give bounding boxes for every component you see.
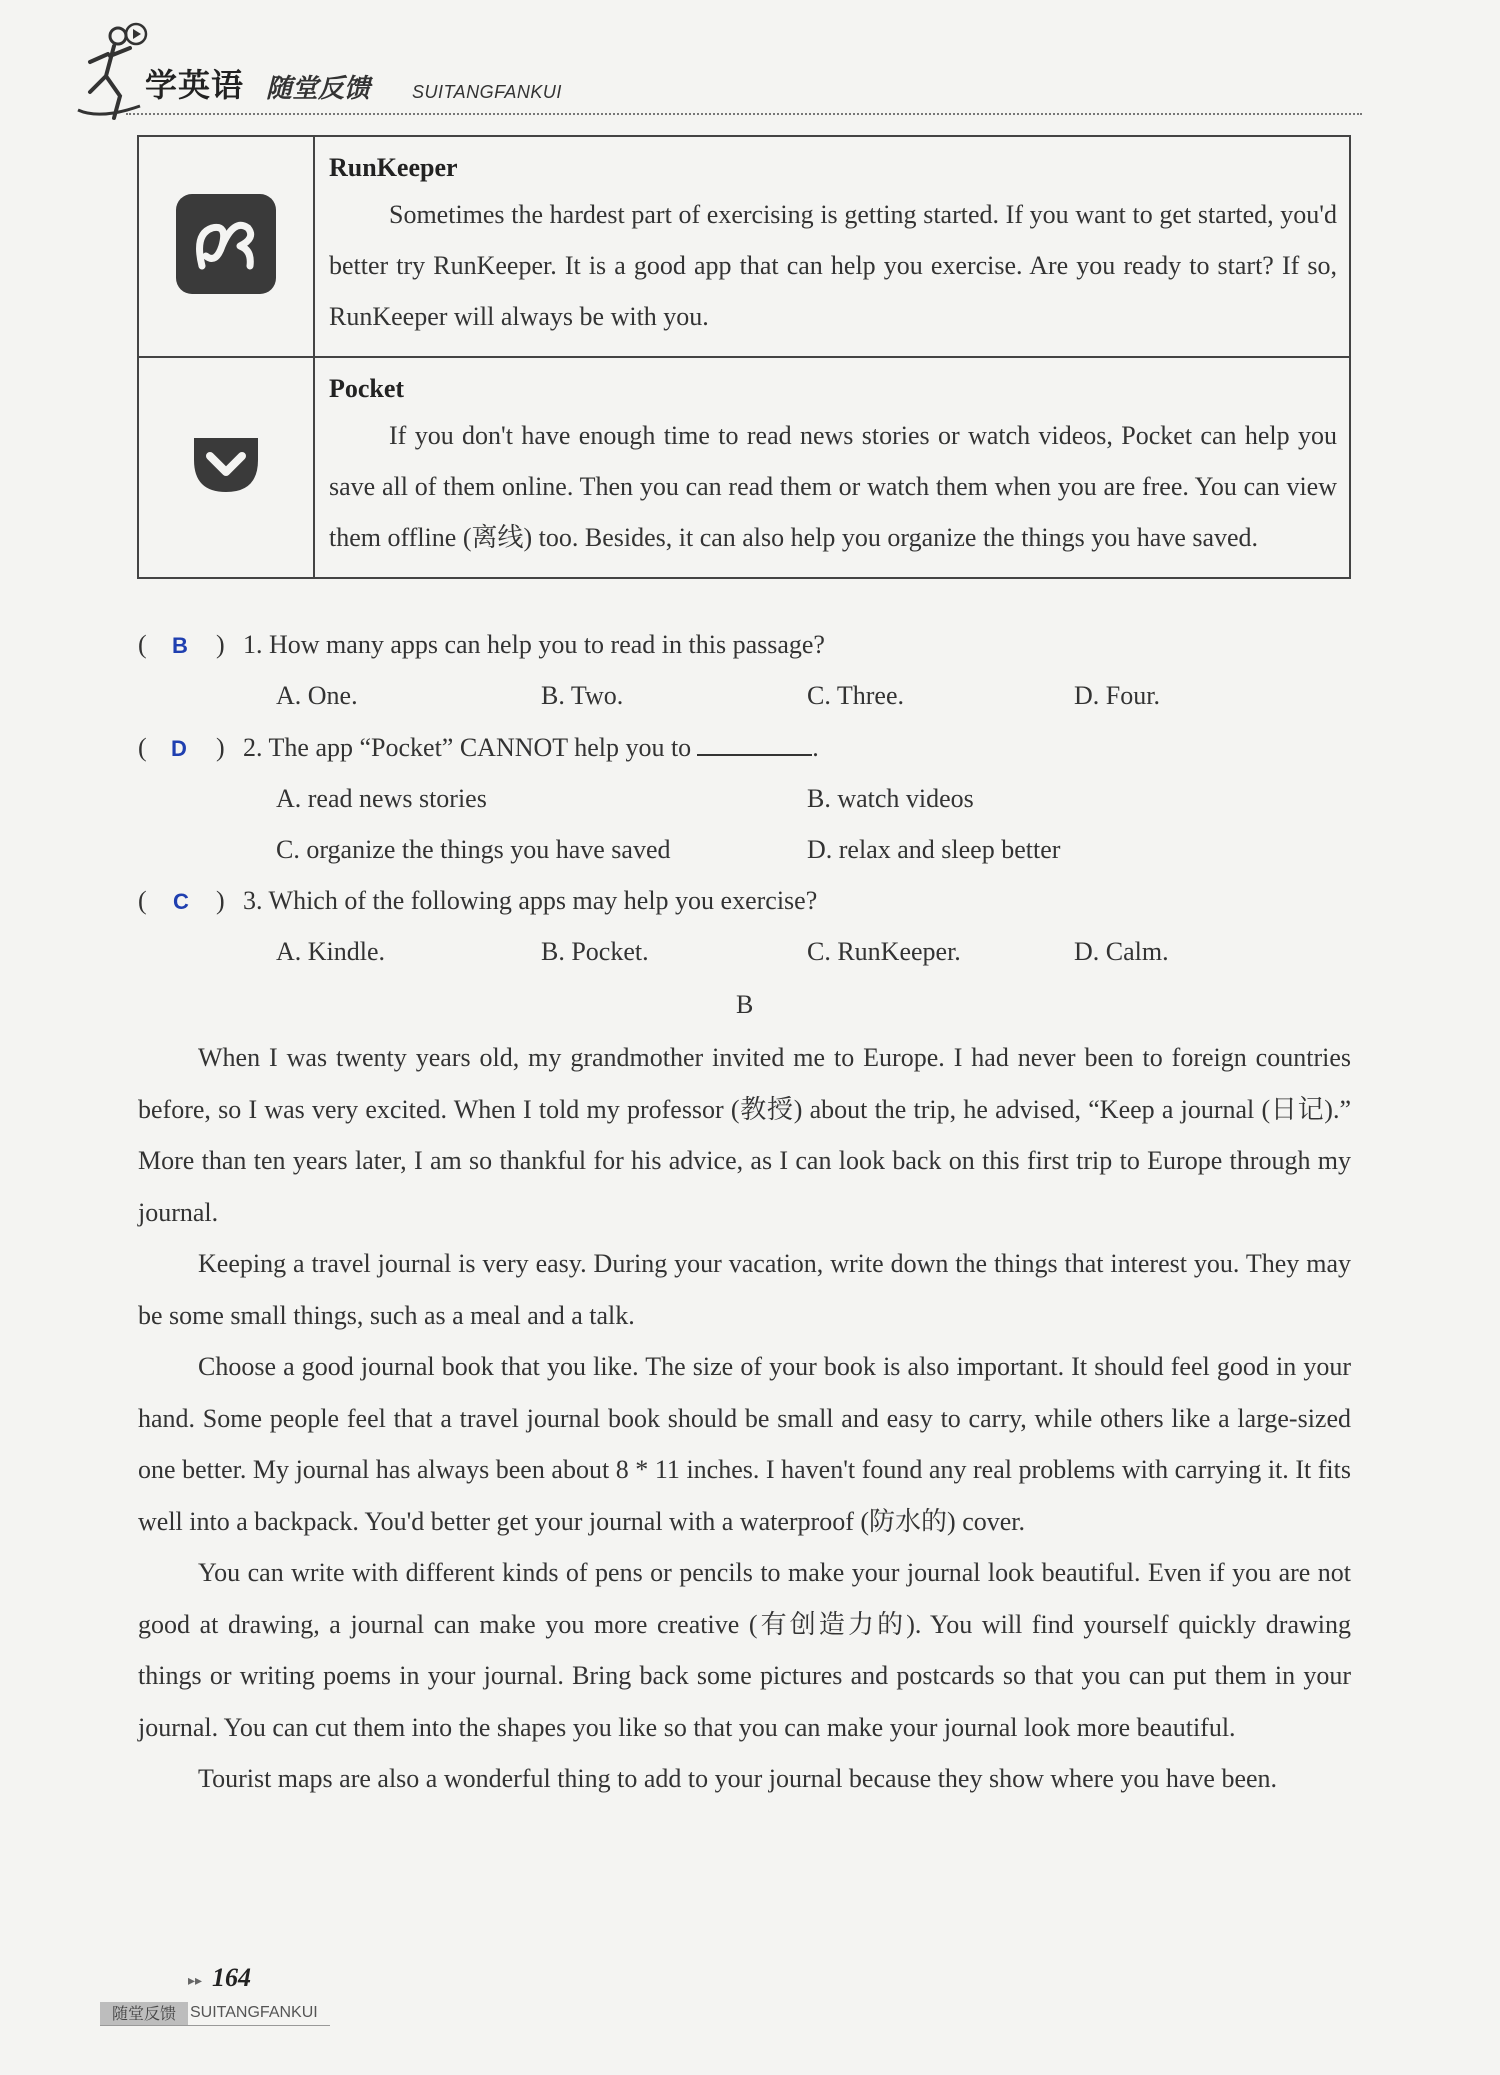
page-number: 164 bbox=[212, 1963, 251, 1992]
answer-mark: B bbox=[172, 633, 188, 658]
app-text-cell bbox=[314, 357, 1350, 578]
option-a: A. One. bbox=[276, 681, 358, 710]
question-suffix: . bbox=[812, 733, 819, 762]
app-name: RunKeeper bbox=[329, 153, 458, 182]
question-text: 3. Which of the following apps may help you exercise? bbox=[243, 886, 818, 915]
app-text-cell bbox=[314, 136, 1350, 357]
runkeeper-icon bbox=[176, 194, 276, 299]
answer-paren-open: ( bbox=[138, 630, 147, 659]
answer-paren-close: ) bbox=[216, 886, 225, 915]
answer-paren-open: ( bbox=[138, 733, 147, 762]
header-subtitle: 随堂反馈 bbox=[266, 74, 371, 104]
answer-paren-close: ) bbox=[216, 733, 225, 762]
question-text: 2. The app “Pocket” CANNOT help you to bbox=[243, 733, 692, 762]
option-b: B. Pocket. bbox=[541, 937, 649, 966]
option-b: B. Two. bbox=[541, 681, 624, 710]
question-text: 1. How many apps can help you to read in this passage? bbox=[243, 630, 825, 659]
footer-label-latin: SUITANGFANKUI bbox=[190, 2004, 318, 2021]
option-b: B. watch videos bbox=[807, 784, 974, 813]
question-text-wrap bbox=[243, 733, 819, 763]
option-a: A. read news stories bbox=[276, 784, 487, 813]
passage-paragraph: Tourist maps are also a wonderful thing to add to your journal because they show where you have been. bbox=[198, 1764, 1278, 1793]
passage-paragraph: Keeping a travel journal is very easy. During your vacation, write down the things that interest you. They may be some small things, such as a meal and a talk. bbox=[138, 1249, 1351, 1330]
answer-paren-close: ) bbox=[216, 630, 225, 659]
option-c: C. RunKeeper. bbox=[807, 937, 961, 966]
page-header bbox=[70, 18, 590, 128]
header-title: 学英语 bbox=[145, 66, 245, 104]
runner-logo-icon bbox=[70, 18, 150, 128]
answer-mark: D bbox=[171, 736, 187, 761]
header-divider bbox=[126, 113, 1362, 115]
footer-label-cn: 随堂反馈 bbox=[100, 2002, 188, 2026]
option-d: D. relax and sleep better bbox=[807, 835, 1061, 864]
option-c: C. Three. bbox=[807, 681, 904, 710]
apps-table bbox=[137, 135, 1351, 579]
app-description: Sometimes the hardest part of exercising is getting started. If you want to get started, you'd better try RunKeeper. It is a good app that can help you exercise. Are you ready to start? If so, RunKeeper will always be with you. bbox=[329, 200, 1337, 331]
passage-paragraph: You can write with different kinds of pens or pencils to make your journal look beautiful. Even if you are not good at drawing, a journal can make you more creative (有创造力的). You will find yourself quickly drawing things or writing poems in your journal. Bring back some pictures and postcards so that you can put them in your journal. You can cut them into the shapes you like so that you can make your journal look more beautiful. bbox=[138, 1558, 1351, 1742]
answer-paren-open: ( bbox=[138, 886, 147, 915]
pocket-icon bbox=[190, 434, 262, 501]
section-label: B bbox=[736, 990, 754, 1019]
option-a: A. Kindle. bbox=[276, 937, 386, 966]
option-d: D. Calm. bbox=[1074, 937, 1169, 966]
footer-label bbox=[100, 2002, 330, 2026]
option-c: C. organize the things you have saved bbox=[276, 835, 671, 864]
app-name: Pocket bbox=[329, 374, 405, 403]
answer-blank bbox=[697, 734, 812, 756]
passage-paragraph: Choose a good journal book that you like. The size of your book is also important. It should feel good in your hand. Some people feel that a travel journal book should be small and easy to carry, while others like a large-sized one better. My journal has always been about 8 * 11 inches. I haven't found any real problems with carrying it. It fits well into a backpack. You'd better get your journal with a waterproof (防水的) cover. bbox=[138, 1352, 1351, 1536]
app-icon-cell bbox=[138, 136, 314, 357]
reading-passage bbox=[138, 1032, 1351, 1805]
app-row-pocket bbox=[138, 357, 1350, 578]
option-d: D. Four. bbox=[1074, 681, 1160, 710]
app-row-runkeeper bbox=[138, 136, 1350, 357]
header-latin: SUITANGFANKUI bbox=[412, 82, 562, 102]
app-description: If you don't have enough time to read news stories or watch videos, Pocket can help you save all of them online. Then you can read them or watch them when you are free. You can view them offline (离线) too. Besides, it can also help you organize the things you have saved. bbox=[329, 421, 1337, 552]
footer-divider bbox=[100, 2025, 330, 2026]
answer-mark: C bbox=[173, 889, 189, 914]
page-arrows-icon: ▸▸ bbox=[188, 1973, 203, 1989]
passage-paragraph: When I was twenty years old, my grandmother invited me to Europe. I had never been to foreign countries before, so I was very excited. When I told my professor (教授) about the trip, he advised, “Keep a journal (日记).” More than ten years later, I am so thankful for his advice, as I can look back on this first trip to Europe through my journal. bbox=[138, 1043, 1351, 1227]
app-icon-cell bbox=[138, 357, 314, 578]
